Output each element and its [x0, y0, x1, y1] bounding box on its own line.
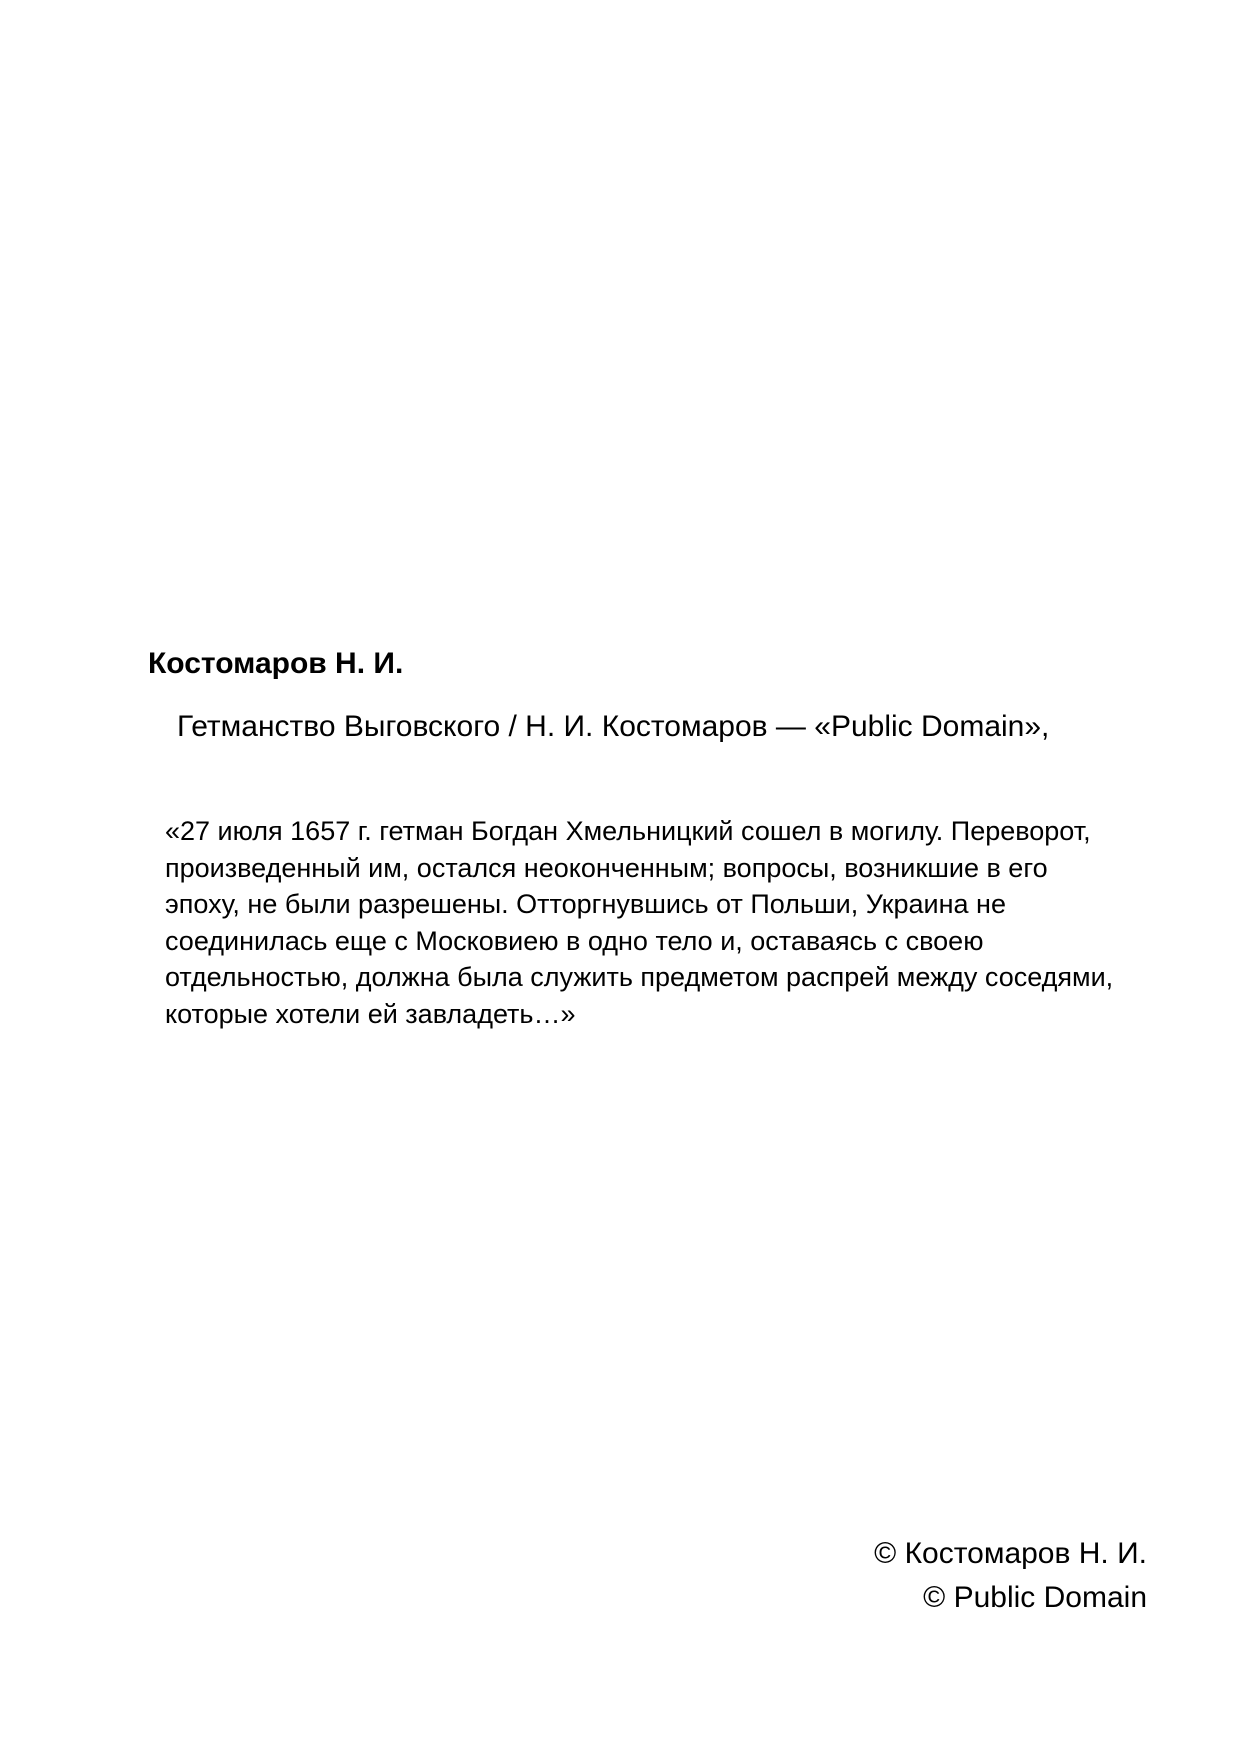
- author-heading: Костомаров Н. И.: [148, 647, 404, 680]
- copyright-block: [874, 1532, 1147, 1620]
- bibliographic-citation: Гетманство Выговского / Н. И. Костомаров — «Public Domain»,: [177, 710, 1050, 743]
- copyright-public-domain: © Public Domain: [923, 1581, 1147, 1614]
- book-annotation: «27 июля 1657 г. гетман Богдан Хмельницкий сошел в могилу. Переворот, произведенный им, остался неоконченным; вопросы, возникшие в его эпоху, не были разрешены. Отторгнувшись от Польши, Украина не соединилась еще с Московиею в одно тело и, оставаясь с своею отдельностью, должна была служить предметом распрей между соседями, которые хотели ей завладеть…»: [165, 816, 1114, 1029]
- copyright-author: © Костомаров Н. И.: [874, 1537, 1147, 1570]
